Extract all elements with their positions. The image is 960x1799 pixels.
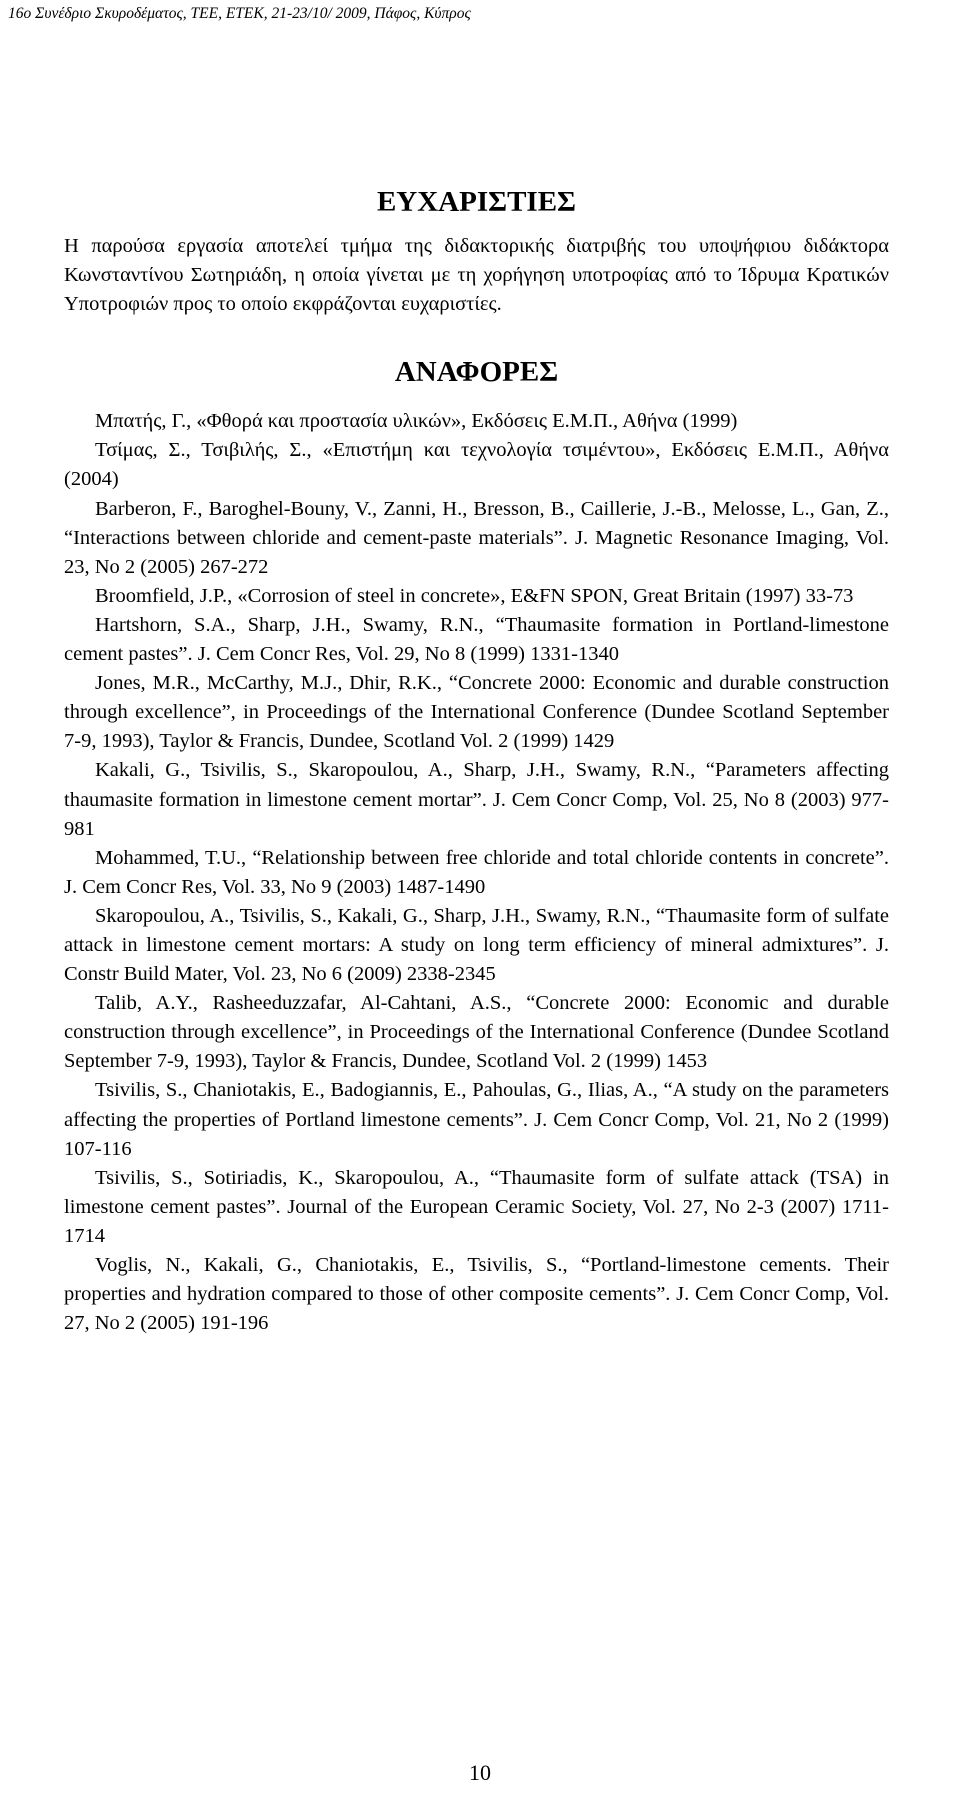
- reference-item: Skaropoulou, A., Tsivilis, S., Kakali, G., Sharp, J.H., Swamy, R.N., “Thaumasite form of sulfate attack in limestone cement mortars: A study on long term efficiency of mineral admixtures”. J. Constr Build Mater, Vol. 23, No 6 (2009) 2338-2345: [64, 904, 889, 986]
- reference-item: Tsivilis, S., Sotiriadis, K., Skaropoulou, A., “Thaumasite form of sulfate attack (TSA) in limestone cement pastes”. Journal of the European Ceramic Society, Vol. 27, No 2-3 (2007) 1711-1714: [64, 1166, 889, 1247]
- reference-item: Talib, A.Y., Rasheeduzzafar, Al-Cahtani, A.S., “Concrete 2000: Economic and durable construction through excellence”, in Proceedings of the International Conference (Dundee Scotland September 7-9, 1993), Taylor & Francis, Dundee, Scotland Vol. 2 (1999) 1453: [64, 992, 889, 1073]
- reference-item: Mohammed, T.U., “Relationship between free chloride and total chloride contents in concrete”. J. Cem Concr Res, Vol. 33, No 9 (2003) 1487-1490: [64, 846, 889, 898]
- reference-item: Broomfield, J.P., «Corrosion of steel in concrete», E&FN SPON, Great Britain (1997) 33-73: [95, 584, 854, 607]
- running-header: 16ο Συνέδριο Σκυροδέματος, ΤΕΕ, ΕΤΕΚ, 21-23/10/ 2009, Πάφος, Κύπρος: [8, 5, 471, 22]
- reference-item: Jones, M.R., McCarthy, M.J., Dhir, R.K., “Concrete 2000: Economic and durable construction through excellence”, in Proceedings of the International Conference (Dundee Scotland September 7-9, 1993), Taylor & Francis, Dundee, Scotland Vol. 2 (1999) 1429: [64, 672, 889, 753]
- acknowledgements-title: ΕΥΧΑΡΙΣΤΙΕΣ: [376, 186, 577, 218]
- reference-item: Μπατής, Γ., «Φθορά και προστασία υλικών», Εκδόσεις Ε.Μ.Π., Αθήνα (1999): [95, 410, 738, 433]
- page-content: [64, 186, 889, 1338]
- references-title: ΑΝΑΦΟΡΕΣ: [394, 356, 559, 389]
- reference-item: Voglis, N., Kakali, G., Chaniotakis, E., Tsivilis, S., “Portland-limestone cements. Their properties and hydration compared to those of other composite cements”. J. Cem Concr Comp, Vol. 27, No 2 (2005) 191-196: [64, 1254, 889, 1335]
- reference-item: Kakali, G., Tsivilis, S., Skaropoulou, A., Sharp, J.H., Swamy, R.N., “Parameters affecting thaumasite formation in limestone cement mortar”. J. Cem Concr Comp, Vol. 25, No 8 (2003) 977-981: [64, 759, 889, 840]
- page-number: 10: [469, 1760, 491, 1785]
- references-list: [64, 407, 889, 1338]
- acknowledgements-text: Η παρούσα εργασία αποτελεί τμήμα της διδακτορικής διατριβής του υποψήφιου διδάκτορα Κωνσταντίνου Σωτηριάδη, η οποία γίνεται με τη χορήγηση υποτροφίας από το Ίδρυμα Κρατικών Υποτροφιών προς το οποίο εκφράζονται ευχαριστίες.: [64, 235, 889, 316]
- reference-item: Hartshorn, S.A., Sharp, J.H., Swamy, R.N., “Thaumasite formation in Portland-limestone cement pastes”. J. Cem Concr Res, Vol. 29, No 8 (1999) 1331-1340: [64, 613, 889, 666]
- reference-item: Tsivilis, S., Chaniotakis, E., Badogiannis, E., Pahoulas, G., Ilias, A., “A study on the parameters affecting the properties of Portland limestone cements”. J. Cem Concr Comp, Vol. 21, No 2 (1999) 107-116: [64, 1079, 889, 1160]
- reference-item: Τσίμας, Σ., Τσιβιλής, Σ., «Επιστήμη και τεχνολογία τσιμέντου», Εκδόσεις Ε.Μ.Π., Αθήνα (2004): [64, 439, 889, 491]
- reference-item: Barberon, F., Baroghel-Bouny, V., Zanni, H., Bresson, B., Caillerie, J.-B., Melosse, L., Gan, Z., “Interactions between chloride and cement-paste materials”. J. Magnetic Resonance Imaging, Vol. 23, No 2 (2005) 267-272: [64, 497, 889, 578]
